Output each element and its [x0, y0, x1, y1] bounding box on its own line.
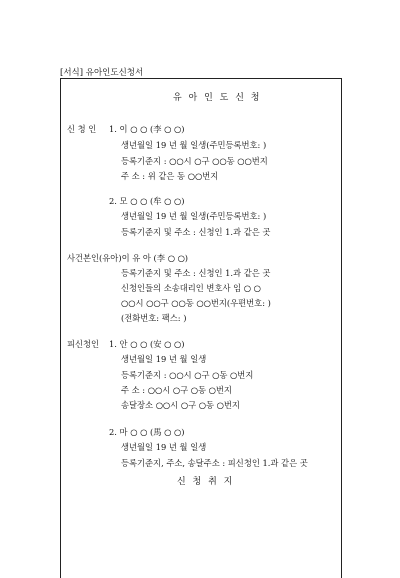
respondent-heading: 피신청인 [67, 339, 100, 349]
respondent1-address: 주 소 : ○○시 ○구 ○동 ○번지 [121, 385, 232, 395]
applicant2-name: 2. 모 ○ ○ (牟 ○ ○) [109, 196, 185, 206]
respondent1-service-address: 송달장소 ○○시 ○구 ○동 ○번지 [121, 400, 240, 410]
respondent2-birth: 생년월일 19 년 월 일생 [121, 442, 207, 452]
form-label: [서식] 유아인도신청서 [60, 68, 144, 78]
child-office: ○○시 ○○구 ○○동 ○○번지(우편번호: ) [121, 298, 271, 308]
applicant1-domicile: 등록기준지 : ○○시 ○구 ○○동 ○○번지 [121, 156, 268, 166]
document-frame [60, 78, 342, 578]
document-title: 유 아 인 도 신 청 [173, 93, 262, 103]
respondent2-name: 2. 마 ○ ○ (馬 ○ ○) [109, 427, 185, 437]
respondent1-domicile: 등록기준지 : ○○시 ○구 ○동 ○번지 [121, 370, 254, 380]
respondent1-name: 1. 안 ○ ○ (安 ○ ○) [109, 339, 185, 349]
child-heading: 사건본인(유아)이 유 아 (李 ○ ○) [67, 253, 189, 263]
child-attorney: 신청인들의 소송대리인 변호사 임 ○ ○ [121, 283, 261, 293]
purpose-heading: 신 청 취 지 [177, 477, 235, 487]
child-contact: (전화번호: 팩스: ) [121, 313, 187, 323]
applicant1-birth: 생년월일 19 년 월 일생(주민등록번호: ) [121, 140, 267, 150]
child-domicile-address: 등록기준지 및 주소 : 신청인 1.과 같은 곳 [121, 268, 271, 278]
respondent1-birth: 생년월일 19 년 월 일생 [121, 354, 207, 364]
applicant2-birth: 생년월일 19 년 월 일생(주민등록번호: ) [121, 211, 267, 221]
respondent2-domicile-address-service: 등록기준지, 주소, 송달주소 : 피신청인 1.과 같은 곳 [121, 458, 308, 468]
applicant1-name: 1. 이 ○ ○ (李 ○ ○) [109, 124, 185, 134]
applicant2-domicile-address: 등록기준지 및 주소 : 신청인 1.과 같은 곳 [121, 227, 271, 237]
applicant-heading: 신 청 인 [67, 124, 97, 134]
applicant1-address: 주 소 : 위 같은 동 ○○번지 [121, 171, 219, 181]
